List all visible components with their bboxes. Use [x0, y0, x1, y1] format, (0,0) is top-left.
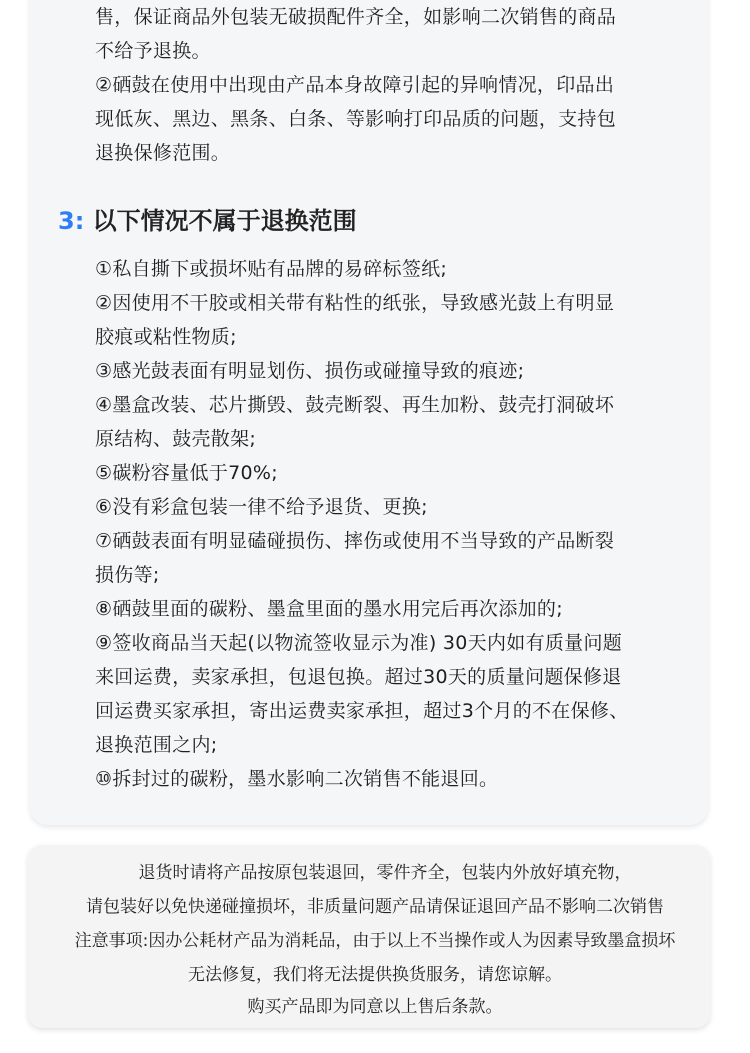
- policy-line: ②硒鼓在使用中出现由产品本身故障引起的异响情况，印品出: [95, 74, 615, 96]
- policy-line: ⑨签收商品当天起(以物流签收显示为准) 30天内如有质量问题: [95, 632, 623, 654]
- policy-line: ⑧硒鼓里面的碳粉、墨盒里面的墨水用完后再次添加的;: [95, 598, 563, 620]
- policy-line: 退换范围之内;: [95, 734, 218, 756]
- policy-line: ⑩拆封过的碳粉，墨水影响二次销售不能退回。: [95, 768, 499, 790]
- notice-line: 退货时请将产品按原包装退回，零件齐全，包装内外放好填充物，: [138, 863, 632, 883]
- policy-line: ⑤碳粉容量低于70%;: [95, 462, 278, 484]
- policy-line: 损伤等;: [95, 564, 160, 586]
- section-heading: [58, 206, 357, 236]
- notice-line: 购买产品即为同意以上售后条款。: [247, 997, 503, 1017]
- section-title: 以下情况不属于退换范围: [92, 207, 357, 235]
- policy-line: 退换保修范围。: [95, 142, 231, 164]
- notice-line: 请包装好以免快递碰撞损坏，非质量问题产品请保证退回产品不影响二次销售: [86, 897, 664, 917]
- policy-line: 回运费买家承担，寄出运费卖家承担，超过3个月的不在保修、: [95, 700, 629, 722]
- notice-line: 注意事项:因办公耗材产品为消耗品，由于以上不当操作或人为因素导致墨盒损坏: [74, 931, 676, 951]
- policy-line: 售，保证商品外包装无破损配件齐全，如影响二次销售的商品: [95, 6, 617, 28]
- policy-line: ④墨盒改装、芯片撕毁、鼓壳断裂、再生加粉、鼓壳打洞破坏: [95, 394, 615, 416]
- policy-line: ⑦硒鼓表面有明显磕碰损伤、摔伤或使用不当导致的产品断裂: [95, 530, 615, 552]
- policy-line: 原结构、鼓壳散架;: [95, 428, 257, 450]
- policy-line: 胶痕或粘性物质;: [95, 326, 237, 348]
- policy-line: ③感光鼓表面有明显划伤、损伤或碰撞导致的痕迹;: [95, 360, 525, 382]
- policy-line: 来回运费，卖家承担，包退包换。超过30天的质量问题保修退: [95, 666, 622, 688]
- policy-line: ②因使用不干胶或相关带有粘性的纸张，导致感光鼓上有明显: [95, 292, 615, 314]
- policy-line: ①私自撕下或损坏贴有品牌的易碎标签纸;: [95, 258, 448, 280]
- section-number: 3:: [58, 207, 85, 235]
- policy-line: 现低灰、黑边、黑条、白条、等影响打印品质的问题，支持包: [95, 108, 617, 130]
- notice-line: 无法修复，我们将无法提供换货服务，请您谅解。: [188, 965, 562, 985]
- policy-line: 不给予退换。: [95, 40, 211, 62]
- policy-line: ⑥没有彩盒包装一律不给予退货、更换;: [95, 496, 428, 518]
